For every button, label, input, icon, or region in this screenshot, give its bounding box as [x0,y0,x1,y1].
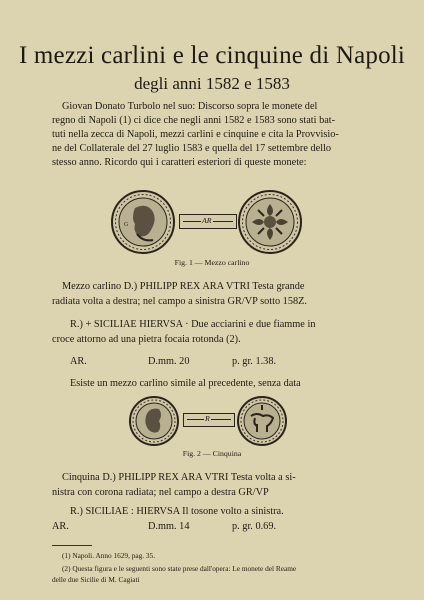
cinquina-line: nistra con corona radiata; nel campo a destra GR/VP [52,487,269,498]
mezzo-diameter: D.mm. 20 [148,356,190,367]
cinquina-line: Cinquina D.) PHILIPP REX ARA VTRI Testa volta a si- [62,472,296,483]
footnote: delle due Sicilie di M. Cagiati [52,575,140,584]
cinquina-weight: p. gr. 0.69. [232,521,277,532]
page-title: I mezzi carlini e le cinquine di Napoli [18,42,406,69]
footnote-rule [52,545,92,546]
intro-line: regno di Napoli (1) ci dice che negli anni 1582 e 1583 sono stati bat- [52,115,336,126]
svg-text:G: G [124,222,129,228]
footnote: (1) Napoli. Anno 1629, pag. 35. [62,551,156,560]
coin-reverse-image [238,190,302,254]
mezzo-metal: AR. [70,356,87,367]
figure-caption: Fig. 2 — Cinquina [182,449,242,458]
footnote: (2) Questa figura e le seguenti sono state prese dall'opera: Le monete del Reame [62,564,297,573]
coin-edge-mark: R [205,414,210,423]
coin-obverse-image [111,190,175,254]
cinquina-diameter: D.mm. 14 [148,521,190,532]
coin-edge-image [183,413,235,427]
intro-line: Giovan Donato Turbolo nel suo: Discorso sopra le monete del [62,101,318,112]
coin-edge-image [179,214,237,229]
cinquina-metal: AR. [52,521,69,532]
figure-caption: Fig. 1 — Mezzo carlino [174,258,250,267]
coin-obverse-image [129,396,179,446]
coin-edge-mark: AR [202,216,212,225]
simile-line: Esiste un mezzo carlino simile al precedente, senza data [70,378,301,389]
mezzo-line: R.) + SICILIAE HIERVSA · Due acciarini e due fiamme in [70,319,316,330]
intro-line: stesso anno. Ricordo qui i caratteri esteriori di queste monete: [52,157,307,168]
page-subtitle: degli anni 1582 e 1583 [134,74,290,93]
intro-line: ne del Collaterale del 27 luglio 1583 e quella del 17 settembre dello [52,143,332,154]
intro-line: tuti nella zecca di Napoli, mezzi carlini e cinquine e cita la Provvisio- [52,129,339,140]
cinquina-line: R.) SICILIAE : HIERVSA Il tosone volto a sinistra. [70,506,284,517]
mezzo-weight: p. gr. 1.38. [232,356,277,367]
mezzo-line: radiata volta a destra; nel campo a sinistra GR/VP sotto 158Z. [52,296,307,307]
coin-reverse-image [237,396,287,446]
mezzo-line: Mezzo carlino D.) PHILIPP REX ARA VTRI Testa grande [62,281,305,292]
mezzo-line: croce attorno ad una pietra focaia rotonda (2). [52,334,241,345]
